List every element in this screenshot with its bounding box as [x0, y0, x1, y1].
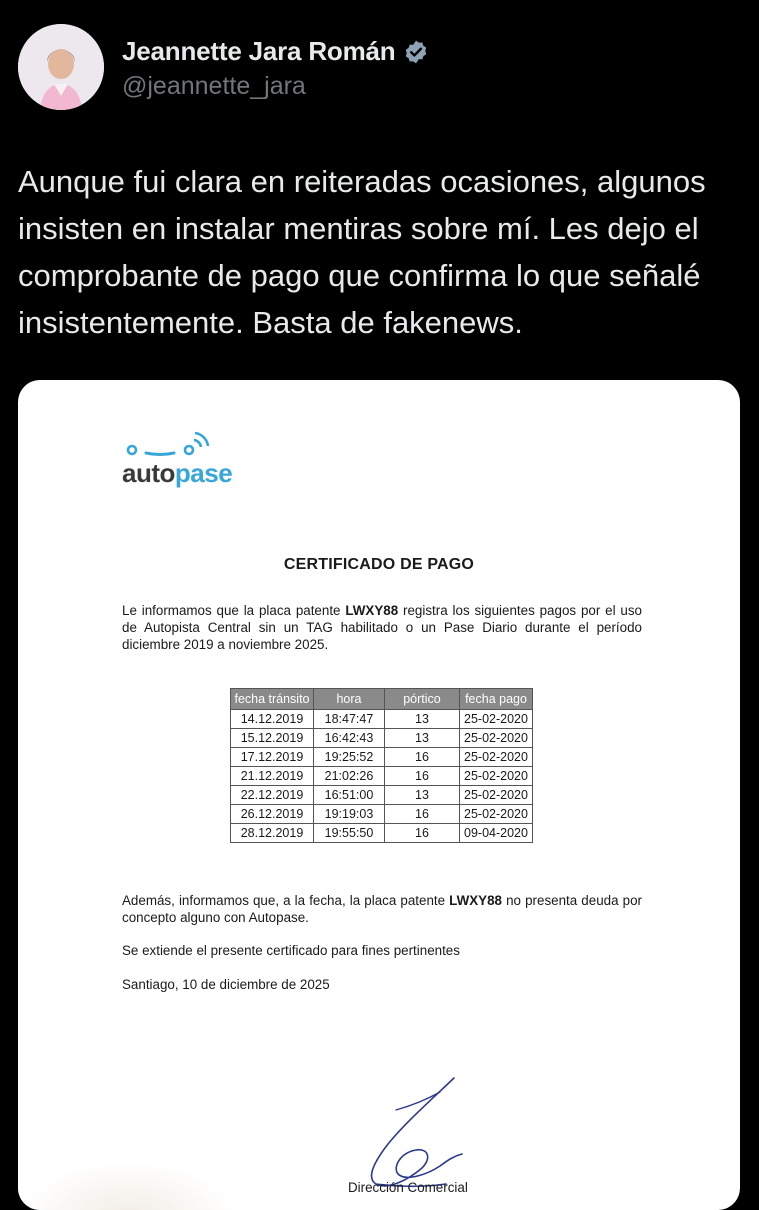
logo-part-pase: pase [174, 458, 233, 488]
extends-paragraph: Se extiende el presente certificado para fines pertinentes [122, 943, 460, 958]
author-name[interactable]: Jeannette Jara Román [122, 36, 396, 66]
cell-fecha-transito: 15.12.2019 [231, 729, 314, 748]
cell-hora: 19:55:50 [314, 824, 385, 843]
cell-hora: 21:02:26 [314, 767, 385, 786]
cell-portico: 16 [385, 805, 460, 824]
tweet-header [18, 24, 738, 112]
header-fecha-pago: fecha pago [460, 689, 533, 710]
intro-paragraph [122, 602, 642, 653]
table-row [231, 805, 533, 824]
cell-hora: 19:25:52 [314, 748, 385, 767]
table-row [231, 767, 533, 786]
cell-fecha-transito: 22.12.2019 [231, 786, 314, 805]
cell-portico: 13 [385, 786, 460, 805]
verified-badge-icon [403, 39, 429, 65]
logo-wordmark [122, 458, 232, 489]
cell-fecha-transito: 26.12.2019 [231, 805, 314, 824]
debt-text-end: no presenta deuda por concepto alguno con Autopase. [122, 893, 642, 925]
debt-text-start: Además, informamos que, a la fecha, la placa patente [122, 893, 450, 908]
header-portico: pórtico [385, 689, 460, 710]
cell-hora: 16:42:43 [314, 729, 385, 748]
cell-fecha-pago: 25-02-2020 [460, 767, 533, 786]
intro-text-start: Le informamos que la placa patente [122, 603, 346, 618]
certificate-title: CERTIFICADO DE PAGO [283, 556, 475, 573]
cell-portico: 16 [385, 767, 460, 786]
table-header-row [231, 689, 533, 710]
cell-portico: 16 [385, 824, 460, 843]
table-row [231, 710, 533, 729]
cell-fecha-pago: 25-02-2020 [460, 748, 533, 767]
payments-table [230, 688, 533, 843]
tweet-media-image[interactable] [18, 380, 740, 1210]
author-name-row [122, 36, 429, 67]
table-row [231, 748, 533, 767]
cell-fecha-pago: 25-02-2020 [460, 805, 533, 824]
autopase-logo [122, 422, 262, 494]
cell-portico: 13 [385, 729, 460, 748]
autopase-logo-icon [122, 422, 262, 462]
cell-hora: 16:51:00 [314, 786, 385, 805]
signature-label: Dirección Comercial [348, 1180, 468, 1195]
paper-stain [18, 1160, 238, 1210]
logo-part-auto: auto [122, 458, 175, 488]
cell-fecha-transito: 17.12.2019 [231, 748, 314, 767]
table-row [231, 786, 533, 805]
cell-fecha-transito: 14.12.2019 [231, 710, 314, 729]
cell-fecha-pago: 25-02-2020 [460, 786, 533, 805]
debt-plate-number: LWXY88 [449, 893, 503, 908]
plate-number: LWXY88 [345, 603, 399, 618]
avatar[interactable] [18, 24, 104, 110]
cell-fecha-transito: 21.12.2019 [231, 767, 314, 786]
place-date: Santiago, 10 de diciembre de 2025 [122, 977, 330, 992]
header-fecha-transito: fecha tránsito [231, 689, 314, 710]
tweet-text: Aunque fui clara en reiteradas ocasiones, algunos insisten en instalar mentiras sobre mí. Les dejo el comprobante de pago que confirma lo que señalé insistentemente. Basta de fakenews. [18, 164, 706, 340]
header-hora: hora [314, 689, 385, 710]
cell-fecha-pago: 25-02-2020 [460, 710, 533, 729]
cell-hora: 19:19:03 [314, 805, 385, 824]
author-handle[interactable]: @jeannette_jara [122, 72, 306, 100]
cell-portico: 13 [385, 710, 460, 729]
cell-fecha-pago: 09-04-2020 [460, 824, 533, 843]
cell-fecha-transito: 28.12.2019 [231, 824, 314, 843]
table-row [231, 729, 533, 748]
debt-paragraph [122, 892, 642, 926]
table-row [231, 824, 533, 843]
cell-hora: 18:47:47 [314, 710, 385, 729]
cell-fecha-pago: 25-02-2020 [460, 729, 533, 748]
cell-portico: 16 [385, 748, 460, 767]
intro-text-end: registra los siguientes pagos por el uso de Autopista Central sin un TAG habilitado o un Pase Diario durante el período diciembre 2019 a noviembre 2025. [122, 603, 642, 652]
